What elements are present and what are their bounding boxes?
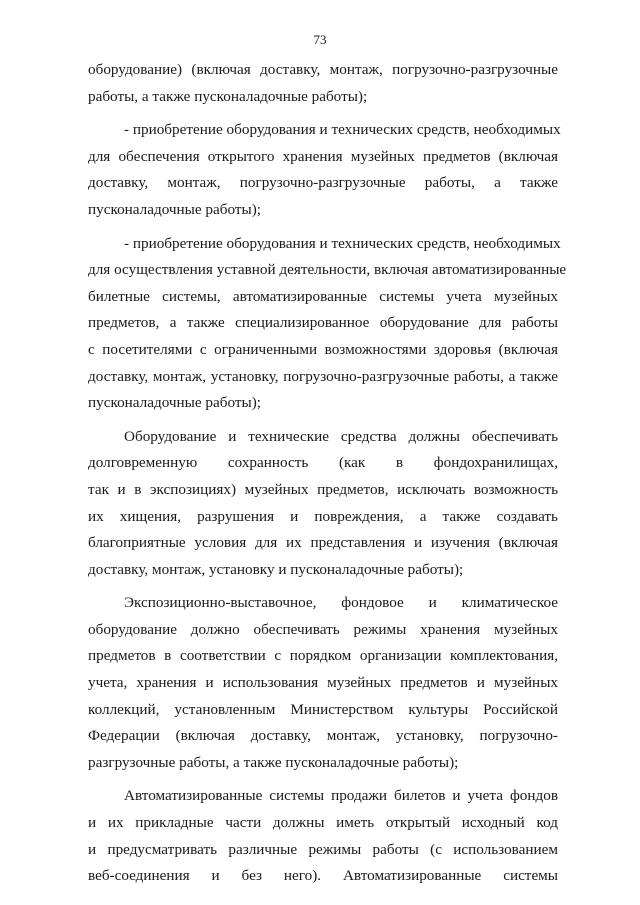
- text-line: и предусматривать различные режимы работы (с использованием: [88, 840, 558, 858]
- text-line: предметов, а также специализированное оборудование для работы: [88, 314, 558, 332]
- text-line: коллекций, установленным Министерством культуры Российской: [88, 700, 558, 718]
- text-line: для осуществления уставной деятельности, включая автоматизированные: [88, 261, 567, 279]
- text-line: пусконаладочные работы);: [88, 200, 261, 218]
- text-line: пусконаладочные работы);: [88, 394, 261, 412]
- text-line: Оборудование и технические средства должны обеспечивать: [124, 427, 558, 445]
- text-line: работы, а также пусконаладочные работы);: [88, 87, 368, 105]
- paragraph: [88, 590, 558, 776]
- paragraph-gap: [88, 224, 558, 231]
- document-body: [88, 57, 567, 890]
- paragraph-gap: [88, 110, 558, 117]
- text-line: разгрузочные работы, а также пусконаладочные работы);: [88, 753, 459, 771]
- paragraph-gap: [88, 417, 558, 424]
- paragraph-gap: [88, 583, 558, 590]
- text-line: - приобретение оборудования и технических средств, необходимых: [124, 121, 561, 139]
- text-line: учета, хранения и использования музейных предметов и музейных: [88, 674, 558, 692]
- text-line: так и в экспозициях) музейных предметов, исключать возможность: [88, 480, 558, 498]
- text-line: доставку, монтаж, установку и пусконаладочные работы);: [88, 560, 464, 578]
- paragraph-gap: [88, 776, 558, 783]
- text-line: с посетителями с ограниченными возможностями здоровья (включая: [88, 340, 558, 358]
- text-line: и их прикладные части должны иметь открытый исходный код: [88, 814, 558, 832]
- paragraph: [88, 424, 558, 584]
- text-line: веб-соединения и без него). Автоматизированные системы: [88, 867, 558, 885]
- paragraph: [88, 57, 558, 110]
- text-line: их хищения, разрушения и повреждения, а также создавать: [88, 507, 558, 525]
- text-line: для обеспечения открытого хранения музейных предметов (включая: [88, 147, 558, 165]
- paragraph: [88, 231, 567, 417]
- text-line: Федерации (включая доставку, монтаж, установку, погрузочно-: [88, 727, 558, 745]
- text-line: благоприятные условия для их представления и изучения (включая: [88, 534, 558, 552]
- text-line: долговременную сохранность (как в фондохранилищах,: [88, 454, 558, 472]
- page-number: 73: [313, 32, 327, 47]
- text-line: Автоматизированные системы продажи билетов и учета фондов: [124, 787, 558, 805]
- text-line: оборудование должно обеспечивать режимы хранения музейных: [88, 620, 558, 638]
- text-line: оборудование) (включая доставку, монтаж, погрузочно-разгрузочные: [88, 61, 558, 78]
- text-line: билетные системы, автоматизированные системы учета музейных: [88, 287, 558, 305]
- text-line: Экспозиционно-выставочное, фондовое и климатическое: [124, 594, 558, 612]
- paragraph: [88, 783, 558, 889]
- text-line: доставку, монтаж, установку, погрузочно-разгрузочные работы, а также: [88, 367, 558, 385]
- text-line: доставку, монтаж, погрузочно-разгрузочные работы, а также: [88, 174, 558, 192]
- text-line: предметов в соответствии с порядком организации комплектования,: [88, 647, 558, 665]
- text-line: - приобретение оборудования и технических средств, необходимых: [124, 234, 561, 252]
- paragraph: [88, 117, 561, 223]
